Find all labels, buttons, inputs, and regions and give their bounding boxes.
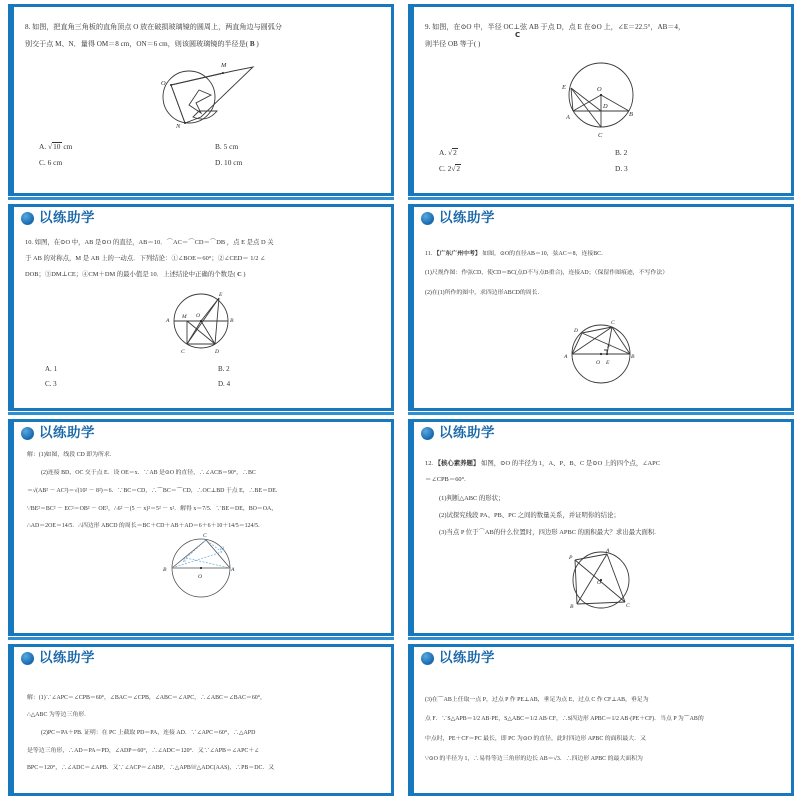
slide-frame [408,204,794,411]
q10-diagram [153,284,249,358]
solution-body [411,668,791,766]
question-body [11,7,391,52]
slide-8[interactable] [0,0,400,200]
solution-line-1: (3)在⌒AB上任取一点 P，过点 P 作 PE⊥AB，垂足为点 E，过点 C 作 CF⊥AB，垂足为 [425,696,649,703]
label-F: F [607,343,611,350]
question-12-line1 [425,457,779,470]
question-10-line1 [25,236,379,249]
slide-frame [408,4,794,196]
question-11-line1 [425,248,779,261]
label-E: E [606,359,610,366]
section-header-label: 以练助学 [439,210,495,226]
solution-line-5: BPC＝120°，∴∠ADC＝∠APB．又∵∠ACP＝∠ABP，∴△APB≌△ADC(AAS)，∴PB＝DC．又 [27,765,275,772]
label-O: O [198,573,203,580]
section-header-label: 以练助学 [39,210,95,226]
question-9-line2 [425,38,779,52]
answer-mark: B [249,39,255,48]
solution-line-2: ∴△ABC 为等边三角形. [27,712,86,719]
question-part-2: (2)在(1)所作的图中，求四边形ABCD的周长. [425,289,540,296]
slide-frame [8,419,394,636]
section-header [411,647,791,668]
question-body [411,228,791,300]
question-8-line2 [25,38,379,52]
bullet-icon [21,652,34,665]
question-number: 11. [425,250,433,257]
option-d[interactable]: D. 4 [218,380,231,389]
question-text: 如图，把直角三角板的直角顶点 O 放在破损玻璃镜的圆周上，两直角边与圆弧分 [32,23,282,31]
question-text: 如图，⊙O的直径AB＝10，弦AC＝8，连接BC． [482,250,607,257]
solution-line-3: 中点时，PE＋CF＝PC 最长，即 PC 为⊙O 的直径，此时四边形 APBC 的面积最大．又 [425,735,646,742]
question-11-part2 [425,287,779,300]
slide-frame [408,644,794,796]
bullet-icon [421,212,434,225]
question-number: 9. [425,23,431,31]
question-body [411,7,791,52]
slide-frame [8,204,394,411]
question-12-part2: (2)试探究线段 PA、PB、PC 之间的数量关系，并证明你的结论； [439,511,620,519]
figure-q10 [11,284,391,358]
label-B: B [230,317,234,324]
answer-mark: C [237,270,242,278]
question-text-cont2: DOB；③DM⊥CE；④CM＋DM 的最小值是 10．上述结论中正确的个数是( [25,270,236,278]
section-header [11,647,391,668]
question-part-1: (1)尺规作图：作弦CD，使CD＝BC(点D不与点B重合)，连接AD；（保留作图痕迹，不写作法） [425,270,669,277]
figure-q11 [411,310,791,392]
solution-line-5: ∴AD＝2OE＝14/5．∴四边形 ABCD 的周长＝BC＋CD＋AB＋AD＝6＋6＋10＋14/5＝124/5． [27,523,264,530]
solution-line-4: ∵BE²＝BC² － EC²＝OB² － OE²，∴6² －(5 － x)²＝5² － x²．解得 x＝7/5．∵BE＝DE，BO＝OA， [27,505,278,512]
solution-body [11,668,391,775]
label-E: E [219,291,223,298]
label-O: O [597,580,602,587]
label-C: C [597,131,602,139]
label-A: A [166,317,170,324]
solution-line-4: 是等边三角形，∴AD＝PA＝PD，∠ADP＝60°，∴∠ADC＝120°．又∵∠APB＝∠APC＋∠ [27,747,260,754]
label-A: A [231,566,235,573]
q8-diagram [141,55,261,135]
label-B: B [570,604,574,611]
label-D: D [215,348,220,355]
question-text: 如图，在⊙O 中，半径 OC⊥弦 AB 于点 D，点 E 在⊙O 上，∠E＝22.5°，AB＝4， [432,23,686,31]
label-C: C [626,603,630,610]
q12-diagram [551,542,651,618]
paren-close: ) [256,39,259,48]
options-q8 [11,135,391,172]
section-header-label: 以练助学 [439,425,495,441]
slide-frame [8,644,394,796]
section-header [411,207,791,228]
label-M: M [221,61,227,69]
question-text-cont: 于 AB 的对称点，M 是 AB 上的一动点．下列结论：①∠BOE＝60°；②∠CED＝ 1/2 ∠ [25,254,266,262]
slide-frame [408,419,794,636]
question-11-part1 [425,267,779,280]
label-B: B [628,110,633,118]
label-O: O [596,85,602,93]
solution-line-1: 解：(1)∵∠APC＝∠CPB＝60°，∠BAC＝∠CPB，∠ABC＝∠APC，∴∠ABC＝∠BAC＝60°， [27,694,266,701]
bullet-icon [421,652,434,665]
options-q9 [411,141,791,178]
label-D: D [574,327,579,334]
question-text-cont: 别交于点 M、N．量得 OM＝8 cm，ON＝6 cm，则该圆玻璃镜的半径是( [25,39,249,48]
paren-close: ) [243,270,246,278]
option-b[interactable]: B. 2 [218,364,230,373]
question-12-part3: (3)当点 P 位于⌒AB的什么位置时，四边形 APBC 的面积最大？求出最大面积. [439,529,656,536]
slide-answer-12a[interactable] [0,640,400,800]
label-D: D [602,102,608,110]
bullet-icon [21,212,34,225]
option-b[interactable]: B. 5 cm [215,141,239,151]
question-8-line1 [25,21,379,35]
section-header-label: 以练助学 [39,650,95,666]
label-A: A [565,113,570,121]
label-E: E [183,557,187,564]
q9-diagram [539,55,664,141]
bullet-icon [421,427,434,440]
label-B: B [631,353,635,360]
question-number: 12. [425,459,433,467]
question-text-cont: 则半径 OB 等于( [425,39,477,48]
question-text: 如图，⊙O 的半径为 1，A、P、B、C 是⊙O 上的四个点，∠APC [480,459,660,467]
slide-9[interactable] [400,0,800,200]
option-b[interactable]: B. 2 [615,147,628,157]
paren-close: ) [478,39,487,48]
slide-11[interactable] [400,200,800,415]
question-text: 如图，在⊙O 中，AB 是⊙O 的直径，AB＝10．⌒AC＝⌒CD＝⌒DB ，点 E 是点 D 关 [34,238,274,246]
option-a[interactable]: A. 1 [45,364,58,373]
option-d[interactable]: D. 10 cm [215,157,243,167]
slide-10[interactable] [0,200,400,415]
slide-answer-11[interactable] [0,415,400,640]
solution-line-3: ＝√(AB² － AC²)＝√(10² － 8²)＝6．∵BC＝CD，∴⌒BC＝⌒CD，∴OC⊥BD 于点 E，∴BE＝DE． [27,487,282,494]
label-D: D [220,545,225,552]
section-header-label: 以练助学 [39,425,95,441]
question-10-line2 [25,252,379,265]
question-12-line2: ＝∠CPB＝60°. [425,475,466,483]
q11-diagram [541,310,661,392]
solution-line-2: 点 F．∵S△APB＝1/2 AB·PE，S△ABC＝1/2 AB·CF，∴S四边形 APBC＝1/2 AB·(PE＋CF)．当点 P 为⌒AB的 [425,716,704,723]
label-N: N [176,122,181,130]
section-header [11,207,391,228]
stray-label-C: C [515,31,521,39]
bullet-icon [21,427,34,440]
label-A: A [606,548,610,555]
label-B: B [163,566,167,573]
section-header-label: 以练助学 [439,650,495,666]
question-9-line1 [425,21,779,35]
solution-line-2: (2)连接 BD、OC 交于点 E．设 OE＝x．∵AB 是⊙O 的直径，∴∠ACB＝90°，∴BC [41,470,256,477]
question-tag: 【广东广州中考】 [433,250,481,257]
label-A: A [564,353,568,360]
option-a[interactable]: A. √2 [439,147,457,157]
options-q10 [11,358,391,393]
slide-12[interactable] [400,415,800,640]
option-d[interactable]: D. 3 [615,163,628,173]
question-number: 8. [25,23,31,31]
question-12-part1: (1)判断△ABC 的形状； [439,494,505,502]
slide-frame [8,4,394,196]
label-O: O [161,79,166,87]
question-body [11,228,391,281]
label-O: O [196,312,201,319]
slide-answer-12b[interactable] [400,640,800,800]
solution-line-1: 解：(1)如图，线段 CD 即为所求. [27,451,112,458]
solution-line-4: ∵⊙O 的半径为 1，∴易得等边三角形的边长 AB＝√3．∴四边形 APBC 的最大面积为 [425,755,643,762]
answer11-diagram [146,520,256,606]
option-c[interactable]: C. 2√2 [439,163,461,173]
label-E: E [561,83,566,91]
option-c[interactable]: C. 6 cm [39,157,63,167]
question-10-line3 [25,268,379,281]
label-C: C [611,319,615,326]
option-a[interactable]: A. √10 cm [39,141,73,151]
label-P: P [569,555,573,562]
label-M: M [182,313,187,320]
label-C: C [203,532,207,539]
section-header [11,422,391,443]
label-C: C [181,348,185,355]
figure-q12 [411,542,791,618]
section-header [411,422,791,443]
question-tag: 【核心素养题】 [434,459,480,467]
figure-q8 [11,55,391,135]
solution-line-3: (2)PC＝PA＋PB. 证明：在 PC 上截取 PD＝PA，连接 AD．∵∠APC＝60°，∴△APD [41,729,256,736]
figure-q9 [411,55,791,141]
option-c[interactable]: C. 3 [45,380,57,389]
label-O: O [596,359,601,366]
question-number: 10. [25,238,33,246]
question-body [411,443,791,540]
